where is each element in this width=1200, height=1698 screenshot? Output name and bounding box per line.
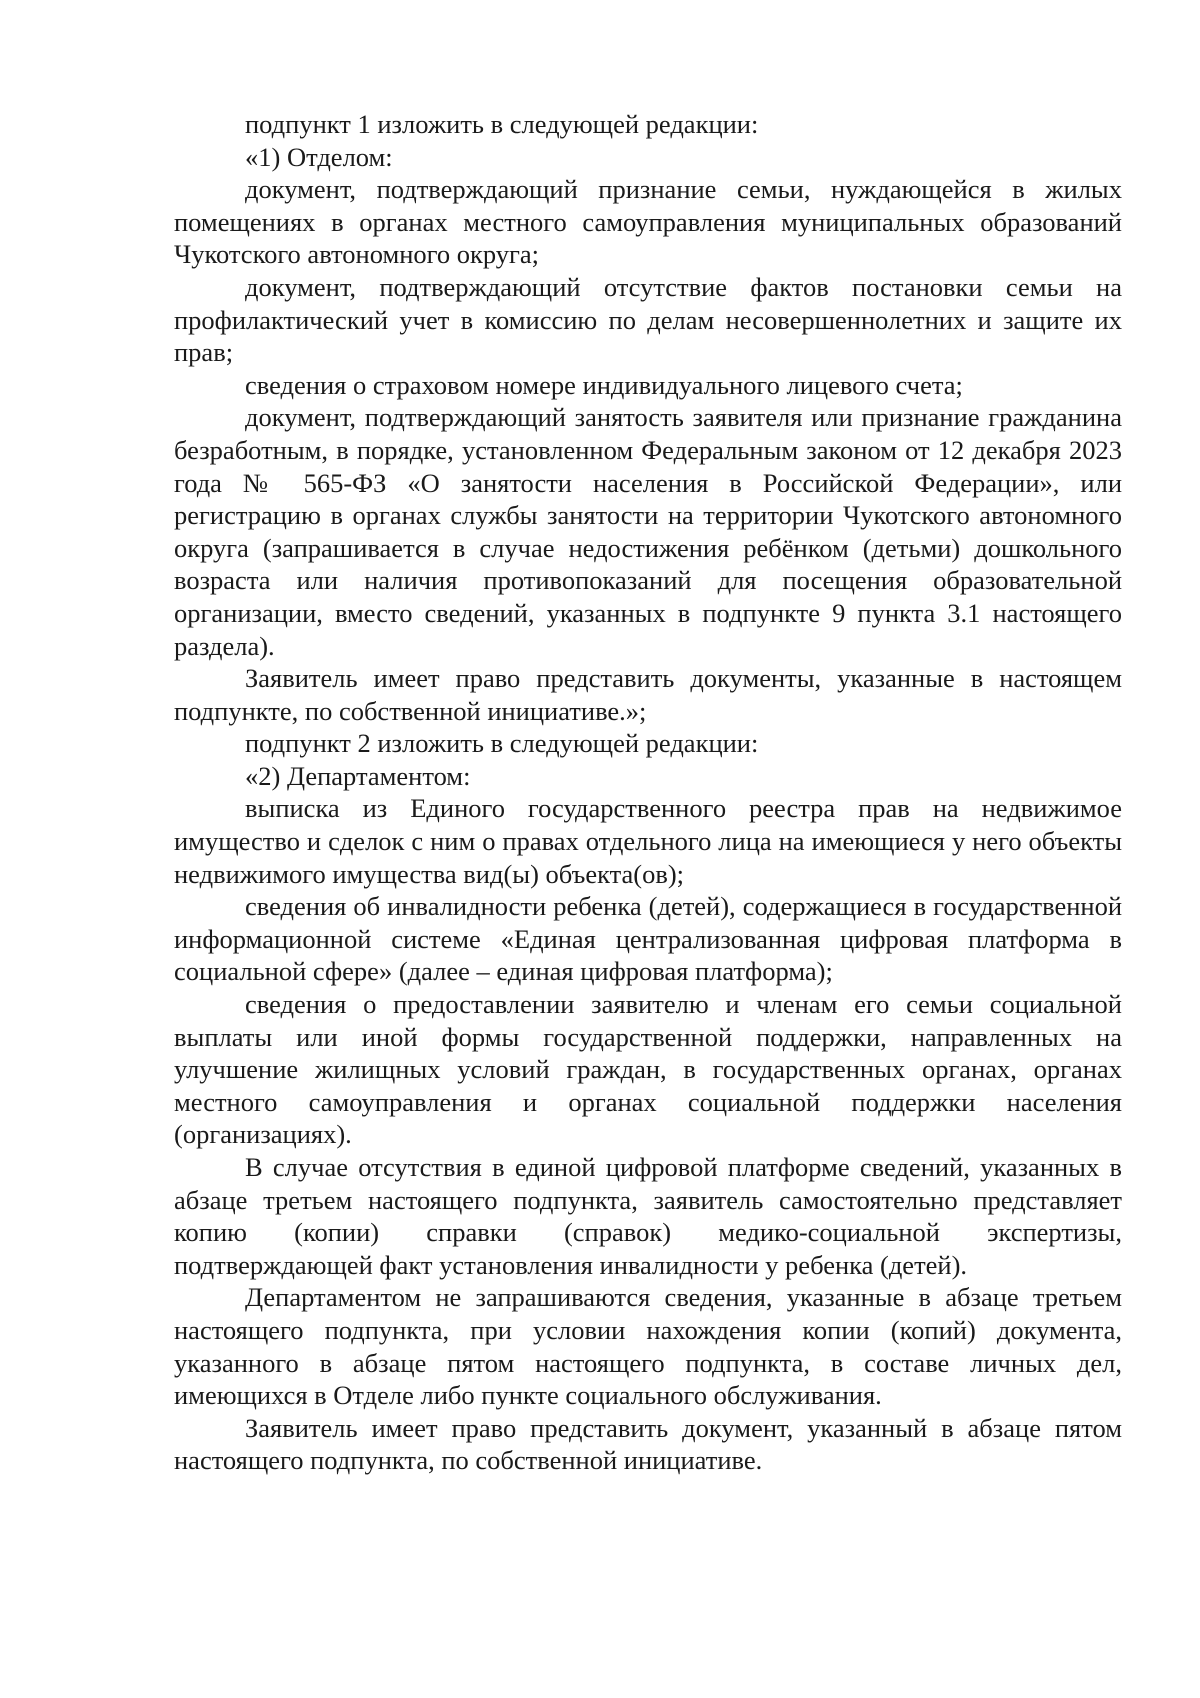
paragraph-absence-case: В случае отсутствия в единой цифровой платформе сведений, указанных в абзаце третьем настоящего подпункта, заявитель самостоятельно представляет копию (копии) справки (справок) медико-социальной экспертизы, подтверждающей факт установления инвалидности у ребенка (детей). — [174, 1152, 1122, 1280]
paragraph-subpoint-2-intro: подпункт 2 изложить в следующей редакции: — [245, 728, 759, 759]
document-body — [174, 108, 1122, 1477]
paragraph-employment-document: документ, подтверждающий занятость заявителя или признание гражданина безработным, в порядке, установленном Федеральным законом от 12 декабря 2023 года № 565-ФЗ «О занятости населения в Российской Федерации», или регистрацию в органах службы занятости на территории Чукотского автономного округа (запрашивается в случае недостижения ребёнком (детьми) дошкольного возраста или наличия противопоказаний для посещения образовательной организации, вместо сведений, указанных в подпункте 9 пункта 3.1 настоящего раздела). — [174, 402, 1122, 661]
paragraph-ministry-heading: «2) Департаментом: — [245, 760, 471, 791]
paragraph-social-payment-info: сведения о предоставлении заявителю и членам его семьи социальной выплаты или иной формы государственной поддержки, направленных на улучшение жилищных условий граждан, в государственных органах, органах местного самоуправления и органах социальной поддержки населения (организациях). — [174, 989, 1122, 1150]
paragraph-not-requested: Департаментом не запрашиваются сведения, указанные в абзаце третьем настоящего подпункта, при условии нахождения копии (копий) документа, указанного в абзаце пятом настоящего подпункта, в составе личных дел, имеющихся в Отделе либо пункте социального обслуживания. — [174, 1282, 1122, 1411]
paragraph-applicant-right-2: Заявитель имеет право представить документ, указанный в абзаце пятом настоящего подпункта, по собственной инициативе. — [174, 1412, 1122, 1476]
paragraph-subpoint-1-intro: подпункт 1 изложить в следующей редакции: — [245, 109, 759, 139]
paragraph-applicant-right-1: Заявитель имеет право представить документы, указанные в настоящем подпункте, по собственной инициативе.»; — [174, 663, 1122, 726]
paragraph-family-need-document: документ, подтверждающий признание семьи, нуждающейся в жилых помещениях в органах местного самоуправления муниципальных образований Чукотского автономного округа; — [174, 174, 1122, 270]
paragraph-disability-info: сведения об инвалидности ребенка (детей), содержащиеся в государственной информационной системе «Единая централизованная цифровая платформа в социальной сфере» (далее – единая цифровая платформа); — [174, 891, 1122, 987]
paragraph-property-extract: выписка из Единого государственного реестра прав на недвижимое имущество и сделок с ним о правах отдельного лица на имеющиеся у него объекты недвижимого имущества вид(ы) объекта(ов); — [174, 793, 1122, 889]
paragraph-snils-info: сведения о страховом номере индивидуального лицевого счета; — [245, 369, 963, 400]
paragraph-no-registration-document: документ, подтверждающий отсутствие фактов постановки семьи на профилактический учет в комиссию по делам несовершеннолетних и защите их прав; — [174, 271, 1122, 368]
paragraph-department-heading: «1) Отделом: — [245, 141, 393, 172]
